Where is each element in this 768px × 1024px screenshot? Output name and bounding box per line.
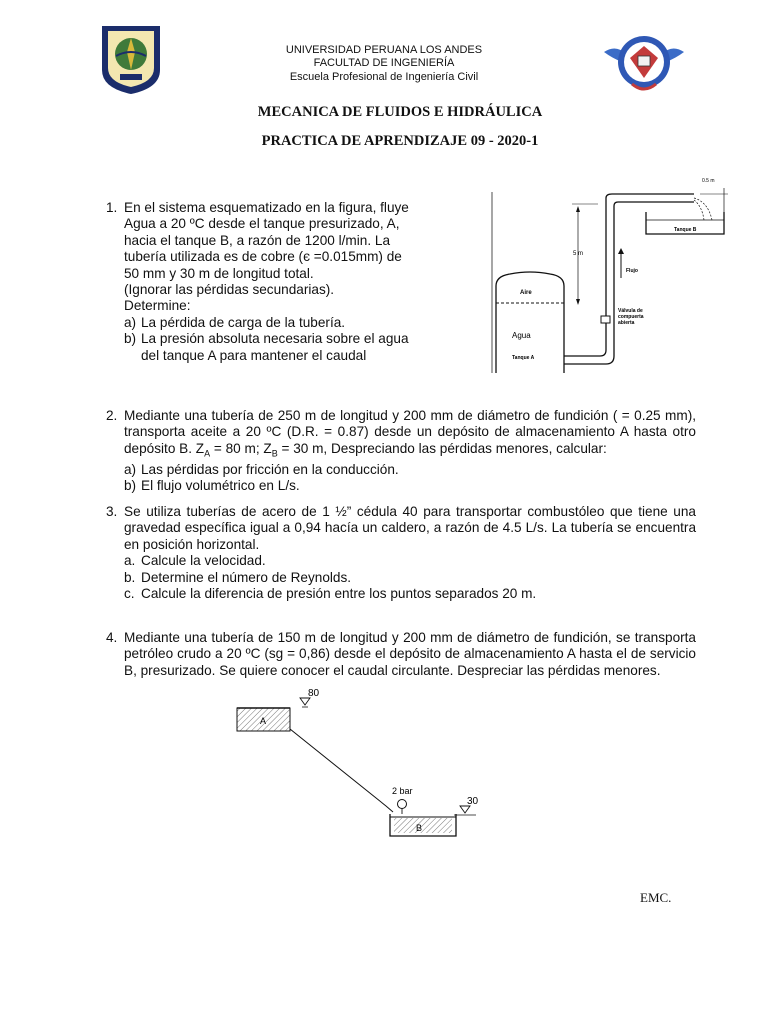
sub-item-text: El flujo volumétrico en L/s. [141,478,300,494]
subscript: A [204,448,211,459]
course-title: MECANICA DE FLUIDOS E HIDRÁULICA [257,104,543,120]
figure-1-tank-system [488,168,728,378]
level-b-label: 30 [467,796,479,807]
question-number: 1. [106,200,118,215]
sub-item-text: Determine el número de Reynolds. [141,569,352,585]
question-line: 50 mm y 30 m de longitud total. [124,265,314,281]
question-text: Mediante una tubería de 150 m de longitud y 200 mm de diámetro de fundición, se transporta petróleo crudo a 20 ºC (sg = 0,86) desde el depósito de almacenamiento A hasta el de servicio B, presurizado. Se quiere conocer el caudal circulante. Despreciar las pérdidas menores. [124,630,696,678]
question-number: 2. [106,408,118,423]
outlet-height-label: 0.5 m [702,178,715,184]
sub-item [124,462,696,478]
valve-label: Válvula de compuerta abierta [618,308,644,326]
sub-item-label: c. [124,586,135,602]
question-line: En el sistema esquematizado en la figura, fluye [124,200,409,215]
reservoir-a-label: A [260,716,267,726]
sub-item [124,570,696,586]
sub-item-label: b. [124,569,136,585]
question-number: 4. [106,630,118,645]
question-3 [106,504,696,602]
question-1 [106,200,436,364]
top-pipe-lower [614,202,694,208]
question-line: Agua a 20 ºC desde el tanque presurizado, A, [124,216,400,232]
flow-label: Flujo [626,268,638,274]
sub-item-label: a) [124,461,137,477]
sub-item [124,315,436,331]
reservoir-b-label: B [416,823,423,833]
sub-item-label: a. [124,553,136,569]
tank-a-label: Tanque A [512,355,535,361]
water-label: Agua [512,331,531,340]
sub-item [124,586,696,602]
pipe [290,729,393,812]
subscript: B [271,448,278,459]
air-label: Aire [520,290,532,296]
author-signature: EMC. [640,890,672,905]
question-4 [106,630,696,679]
sub-item [124,331,419,364]
sub-item-label: b) [124,331,137,347]
tank-b-label: Tanque B [674,227,697,233]
question-2 [106,408,696,495]
sub-item [124,478,696,494]
sub-item-text: La presión absoluta necesaria sobre el agua del tanque A para mantener el caudal [141,331,409,363]
height-label: 5 m [573,251,584,257]
question-line: hacia el tanque B, a razón de 1200 l/min. La [124,232,391,248]
question-line: Determine: [124,298,191,314]
sub-item-text: Calcule la velocidad. [141,553,266,569]
university-name: UNIVERSIDAD PERUANA LOS ANDES [285,44,483,56]
pipe-outer [564,208,606,356]
sub-item-label: a) [124,314,137,330]
school-name: Escuela Profesional de Ingeniería Civil [289,71,479,83]
gate-valve [601,316,610,323]
level-a-label: 80 [308,688,320,699]
sub-item-text: Calcule la diferencia de presión entre los puntos separados 20 m. [141,586,537,602]
question-number: 3. [106,504,118,519]
sub-item [124,553,696,569]
faculty-name: FACULTAD DE INGENIERÍA [313,57,455,69]
sub-item-label: b) [124,478,137,494]
sub-item-text: Las pérdidas por fricción en la conducción. [141,461,399,477]
question-line: (Ignorar las pérdidas secundarias). [124,282,335,298]
question-text: Mediante una tubería de 250 m de longitud y 200 mm de diámetro de fundición ( = 0.25 mm), transporta aceite a 20 ºC (D.R. = 0.87) desde un depósito de almacenamiento A hasta otro depósito B. $Z_A = 80$ m; $Z_B = 30$ m, Despreciando las pérdidas menores, calcular: [124,408,696,459]
sub-item-text: La pérdida de carga de la tubería. [141,314,346,330]
question-text: Se utiliza tuberías de acero de 1 ½” cédula 40 para transportar combustóleo que tiene una gravedad específica igual a 0,94 hacía un caldero, a razón de 4.5 L/s. La tubería se encuentra en posición horizontal. [124,504,696,552]
figure-4-reservoir-system [230,684,490,849]
pressure-gauge [398,800,407,809]
practice-title: PRACTICA DE APRENDIZAJE 09 - 2020-1 [261,133,539,149]
question-line: tubería utilizada es de cobre (є =0.015mm) de [124,249,402,265]
top-pipe-upper [606,194,694,208]
pressure-label: 2 bar [392,786,413,796]
